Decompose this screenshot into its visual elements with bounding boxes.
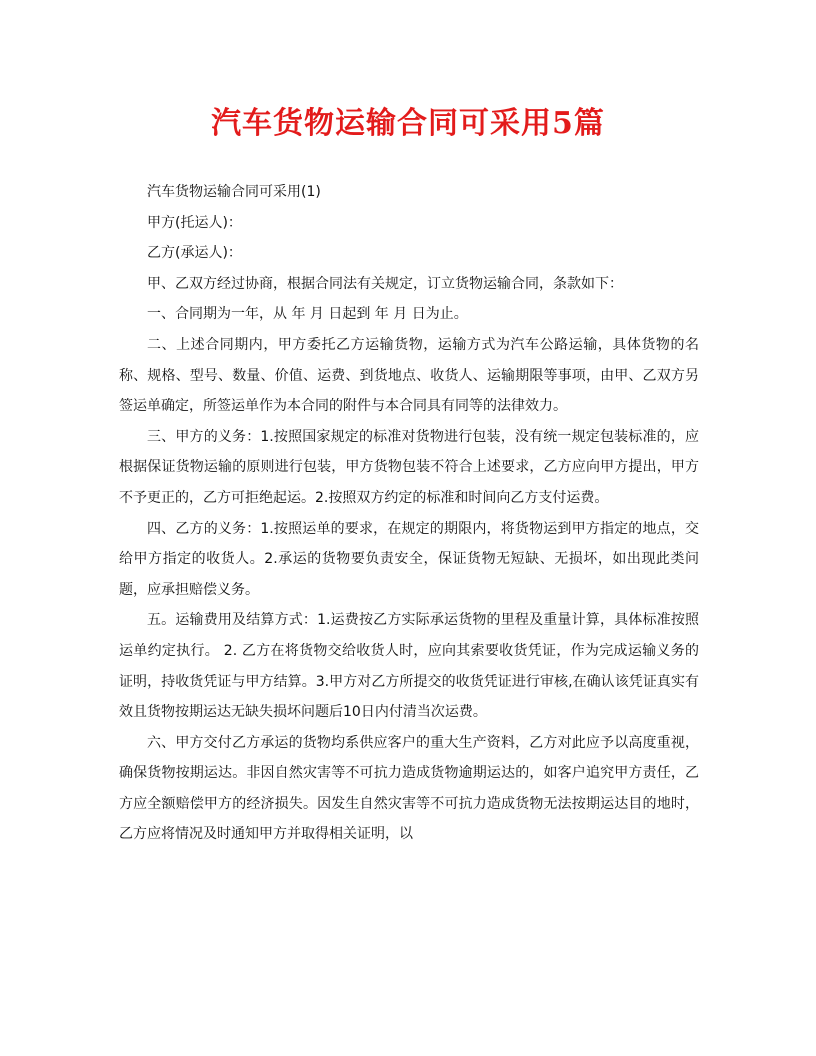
document-title: 汽车货物运输合同可采用5篇 xyxy=(211,106,605,141)
paragraph-clause-3: 三、甲方的义务：1.按照国家规定的标准对货物进行包装，没有统一规定包装标准的，应根据保证货物运输的原则进行包装，甲方货物包装不符合上述要求，乙方应向甲方提出，甲方不予更正的，乙方可拒绝起运。2.按照双方约定的标准和时间向乙方支付运费。 xyxy=(119,428,699,506)
paragraph-clause-5: 五。运输费用及结算方式：1.运费按乙方实际承运货物的里程及重量计算，具体标准按照运单约定执行。 2. 乙方在将货物交给收货人时，应向其索要收货凭证，作为完成运输义务的证明，持收货凭证与甲方结算。3.甲方对乙方所提交的收货凭证进行审核,在确认该凭证真实有效且货物按期运达无缺失损坏问题后10日内付清当次运费。 xyxy=(119,612,699,721)
paragraph-party-b: 乙方(承运人)： xyxy=(147,245,242,262)
paragraph-clause-2: 二、上述合同期内，甲方委托乙方运输货物，运输方式为汽车公路运输，具体货物的名称、规格、型号、数量、价值、运费、到货地点、收货人、运输期限等事项，由甲、乙双方另签运单确定，所签运单作为本合同的附件与本合同具有同等的法律效力。 xyxy=(119,336,699,415)
paragraph-subtitle: 汽车货物运输合同可采用(1) xyxy=(147,184,321,200)
document-body xyxy=(119,177,699,850)
paragraph-clause-6: 六、甲方交付乙方承运的货物均系供应客户的重大生产资料，乙方对此应予以高度重视，确保货物按期运达。非因自然灾害等不可抗力造成货物逾期运达的，如客户追究甲方责任，乙方应全额赔偿甲方的经济损失。因发生自然灾害等不可抗力造成货物无法按期运达目的地时，乙方应将情况及时通知甲方并取得相关证明，以 xyxy=(119,734,699,843)
paragraph-party-a: 甲方(托运人)： xyxy=(147,214,242,231)
paragraph-preamble: 甲、乙双方经过协商，根据合同法有关规定，订立货物运输合同，条款如下： xyxy=(147,275,623,292)
paragraph-clause-1: 一、合同期为一年，从 年 月 日起到 年 月 日为止。 xyxy=(147,306,468,323)
paragraph-clause-4: 四、乙方的义务：1.按照运单的要求，在规定的期限内，将货物运到甲方指定的地点，交给甲方指定的收货人。2.承运的货物要负责安全，保证货物无短缺、无损坏，如出现此类问题，应承担赔偿义务。 xyxy=(119,520,699,598)
